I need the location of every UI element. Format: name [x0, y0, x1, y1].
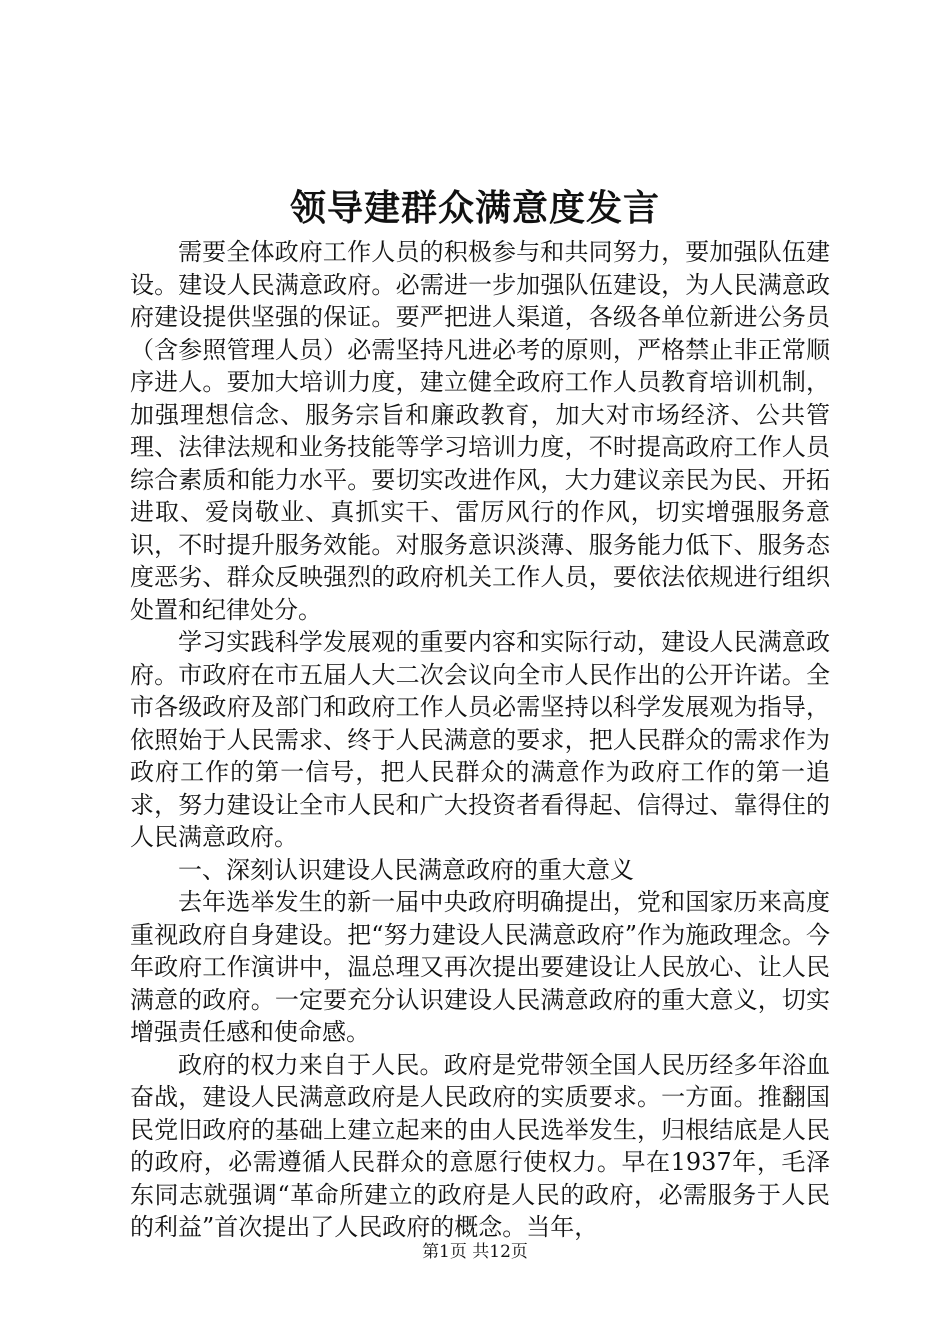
paragraph: 政府的权力来自于人民。政府是党带领全国人民历经多年浴血奋战，建设人民满意政府是人民政府的实质要求。一方面。推翻国民党旧政府的基础上建立起来的由人民选举发生，归根结底是人民的政府，必需遵循人民群众的意愿行使权力。早在1937年，毛泽东同志就强调“革命所建立的政府是人民的政府，必需服务于人民的利益”首次提出了人民政府的概念。当年， [130, 1050, 830, 1241]
paragraph: 去年选举发生的新一届中央政府明确提出，党和国家历来高度重视政府自身建设。把“努力建设人民满意政府”作为施政理念。今年政府工作演讲中，温总理又再次提出要建设让人民放心、让人民满意的政府。一定要充分认识建设人民满意政府的重大意义，切实增强责任感和使命感。 [130, 888, 830, 1046]
page-number-footer: 第1页 共12页 [422, 1242, 528, 1262]
paragraph: 需要全体政府工作人员的积极参与和共同努力，要加强队伍建设。建设人民满意政府。必需进一步加强队伍建设，为人民满意政府建设提供坚强的保证。要严把进人渠道，各级各单位新进公务员（含参照管理人员）必需坚持凡进必考的原则，严格禁止非正常顺序进人。要加大培训力度，建立健全政府工作人员教育培训机制，加强理想信念、服务宗旨和廉政教育，加大对市场经济、公共管理、法律法规和业务技能等学习培训力度，不时提高政府工作人员综合素质和能力水平。要切实改进作风，大力建议亲民为民、开拓进取、爱岗敬业、真抓实干、雷厉风行的作风，切实增强服务意识，不时提升服务效能。对服务意识淡薄、服务能力低下、服务态度恶劣、群众反映强烈的政府机关工作人员，要依法依规进行组织处置和纪律处分。 [130, 238, 830, 624]
section-heading: 一、深刻认识建设人民满意政府的重大意义 [178, 855, 634, 884]
document-title: 领导建群众满意度发言 [289, 187, 660, 229]
paragraph: 学习实践科学发展观的重要内容和实际行动，建设人民满意政府。市政府在市五届人大二次会议向全市人民作出的公开许诺。全市各级政府及部门和政府工作人员必需坚持以科学发展观为指导，依照始于人民需求、终于人民满意的要求，把人民群众的需求作为政府工作的第一信号，把人民群众的满意作为政府工作的第一追求，努力建设让全市人民和广大投资者看得起、信得过、靠得住的人民满意政府。 [130, 628, 830, 851]
document-body [130, 236, 830, 1244]
